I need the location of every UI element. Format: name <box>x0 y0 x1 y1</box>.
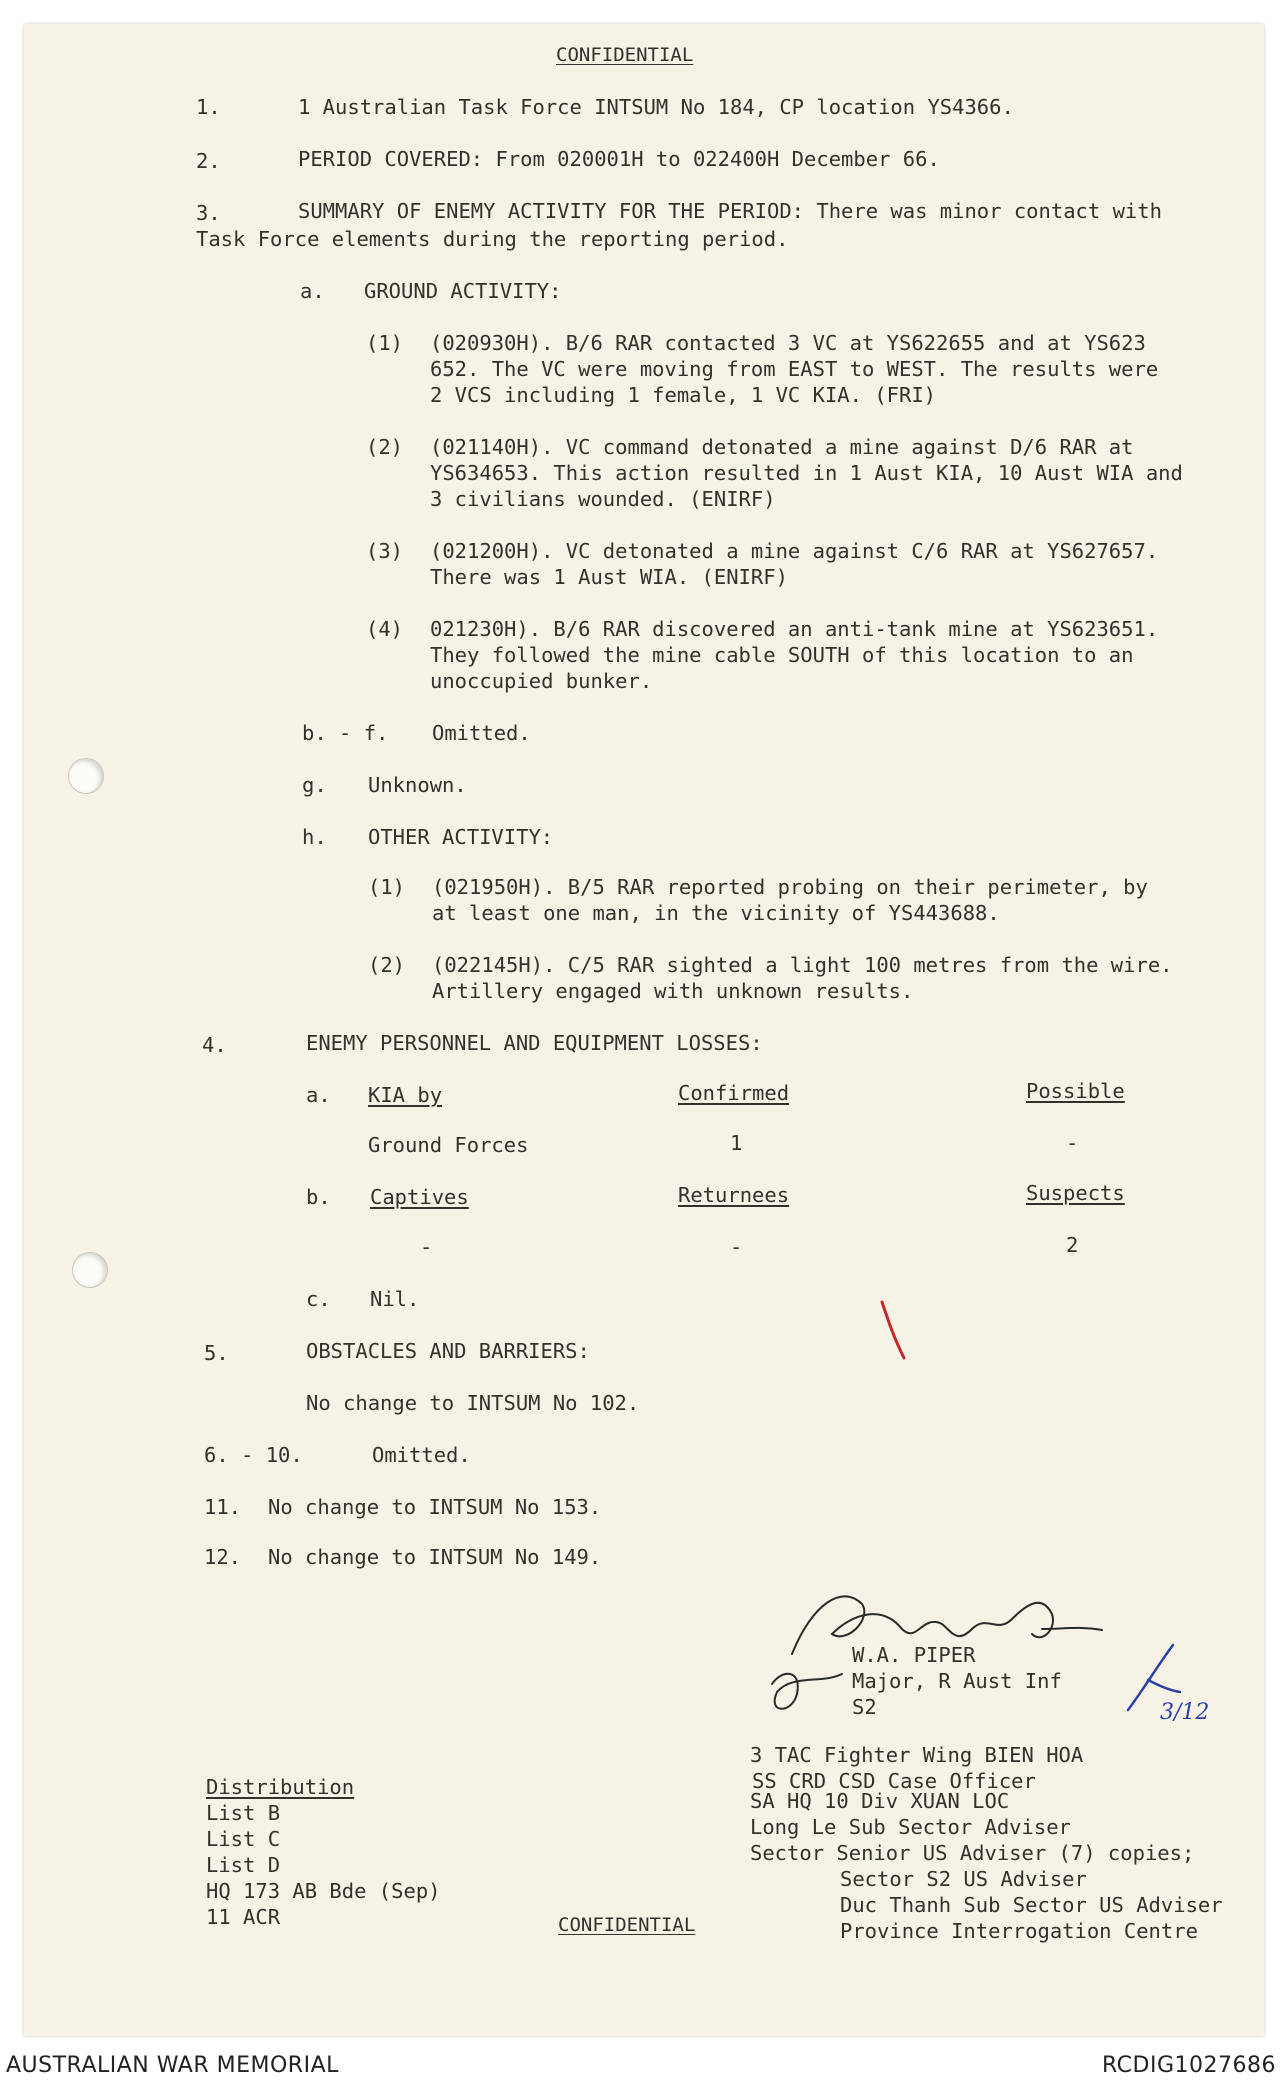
classification-header: CONFIDENTIAL <box>556 44 694 66</box>
item-11-number: 11. <box>204 1495 242 1519</box>
signatory-rank: Major, R Aust Inf <box>852 1669 1062 1693</box>
ground-entry-2-line-2: YS634653. This action resulted in 1 Aust KIA, 10 Aust WIA and <box>430 461 1183 485</box>
confirmed-header: Confirmed <box>678 1081 790 1105</box>
distribution-right-1: 3 TAC Fighter Wing BIEN HOA <box>750 1743 1084 1767</box>
item-3bf-label: b. - f. <box>302 721 389 745</box>
returnees-header: Returnees <box>678 1183 790 1207</box>
distribution-right-4: Long Le Sub Sector Adviser <box>750 1815 1071 1839</box>
distribution-left-4: HQ 173 AB Bde (Sep) <box>206 1879 441 1903</box>
signatory-name: W.A. PIPER <box>852 1643 976 1667</box>
distribution-left-2: List C <box>206 1827 281 1851</box>
item-3g-text: Unknown. <box>368 773 467 797</box>
item-4-number: 4. <box>202 1033 227 1057</box>
other-entry-1-number: (1) <box>368 875 406 899</box>
ground-entry-1-line-1: (020930H). B/6 RAR contacted 3 VC at YS622655 and at YS623 <box>430 331 1146 355</box>
item-12-text: No change to INTSUM No 149. <box>268 1545 602 1569</box>
item-3bf-text: Omitted. <box>432 721 531 745</box>
classification-footer: CONFIDENTIAL <box>558 1914 696 1936</box>
ground-entry-3-line-2: There was 1 Aust WIA. (ENIRF) <box>430 565 788 589</box>
archive-reference: RCDIG1027686 <box>1101 2053 1276 2078</box>
distribution-right-5: Sector Senior US Adviser (7) copies; <box>750 1841 1195 1865</box>
distribution-right-6: Sector S2 US Adviser <box>840 1867 1087 1891</box>
item-3-number: 3. <box>196 201 221 225</box>
possible-header: Possible <box>1026 1079 1125 1103</box>
item-1-text: 1 Australian Task Force INTSUM No 184, CP location YS4366. <box>298 95 1014 119</box>
distribution-left-5: 11 ACR <box>206 1905 281 1929</box>
suspects-header: Suspects <box>1026 1181 1125 1205</box>
ground-entry-2-line-1: (021140H). VC command detonated a mine against D/6 RAR at <box>430 435 1134 459</box>
ground-entry-4-line-1: 021230H). B/6 RAR discovered an anti-tank mine at YS623651. <box>430 617 1159 641</box>
losses-c-label: c. <box>306 1287 331 1311</box>
distribution-right-7: Duc Thanh Sub Sector US Adviser <box>840 1893 1223 1917</box>
captives-value: - <box>420 1235 433 1259</box>
distribution-heading: Distribution <box>206 1775 355 1799</box>
item-1-number: 1. <box>196 95 221 119</box>
item-6-10-text: Omitted. <box>372 1443 471 1467</box>
other-entry-1-line-1: (021950H). B/5 RAR reported probing on their perimeter, by <box>432 875 1148 899</box>
distribution-right-2: SS CRD CSD Case Officer <box>752 1769 1036 1793</box>
item-5-number: 5. <box>204 1341 229 1365</box>
item-2-number: 2. <box>196 149 221 173</box>
suspects-value: 2 <box>1066 1233 1079 1257</box>
red-check-mark <box>876 1298 916 1368</box>
signatory-role: S2 <box>852 1695 877 1719</box>
other-entry-2-line-2: Artillery engaged with unknown results. <box>432 979 914 1003</box>
confirmed-value: 1 <box>730 1131 743 1155</box>
item-3g-label: g. <box>302 773 327 797</box>
distribution-left-1: List B <box>206 1801 281 1825</box>
item-6-10-number: 6. - 10. <box>204 1443 303 1467</box>
ground-entry-3-number: (3) <box>366 539 404 563</box>
distribution-left-3: List D <box>206 1853 281 1877</box>
other-entry-2-line-1: (022145H). C/5 RAR sighted a light 100 metres from the wire. <box>432 953 1173 977</box>
item-3h-label: h. <box>302 825 327 849</box>
distribution-right-3: SA HQ 10 Div XUAN LOC <box>750 1789 1010 1813</box>
ground-entry-4-line-3: unoccupied bunker. <box>430 669 653 693</box>
losses-b-label: b. <box>306 1185 331 1209</box>
other-entry-1-line-2: at least one man, in the vicinity of YS443688. <box>432 901 1000 925</box>
ground-entry-2-number: (2) <box>366 435 404 459</box>
archive-credit: AUSTRALIAN WAR MEMORIAL <box>6 2053 339 2078</box>
ground-entry-1-line-2: 652. The VC were moving from EAST to WEST. The results were <box>430 357 1159 381</box>
possible-value: - <box>1066 1131 1079 1155</box>
punch-hole-bottom <box>72 1252 108 1288</box>
item-3a-heading: GROUND ACTIVITY: <box>364 279 562 303</box>
ground-entry-4-line-2: They followed the mine cable SOUTH of this location to an <box>430 643 1134 667</box>
item-12-number: 12. <box>204 1545 242 1569</box>
ground-forces-label: Ground Forces <box>368 1133 529 1157</box>
losses-c-text: Nil. <box>370 1287 420 1311</box>
returnees-value: - <box>730 1235 743 1259</box>
losses-a-label: a. <box>306 1083 331 1107</box>
item-5-heading: OBSTACLES AND BARRIERS: <box>306 1339 590 1363</box>
kia-by-header: KIA by <box>368 1083 443 1107</box>
captives-header: Captives <box>370 1185 469 1209</box>
ground-entry-2-line-3: 3 civilians wounded. (ENIRF) <box>430 487 776 511</box>
ground-entry-1-line-3: 2 VCS including 1 female, 1 VC KIA. (FRI) <box>430 383 937 407</box>
item-3h-heading: OTHER ACTIVITY: <box>368 825 554 849</box>
punch-hole-top <box>68 758 104 794</box>
distribution-right-8: Province Interrogation Centre <box>840 1919 1198 1943</box>
item-2-text: PERIOD COVERED: From 020001H to 022400H December 66. <box>298 147 940 171</box>
ground-entry-3-line-1: (021200H). VC detonated a mine against C/6 RAR at YS627657. <box>430 539 1159 563</box>
item-3a-label: a. <box>300 279 325 303</box>
ground-entry-4-number: (4) <box>366 617 404 641</box>
other-entry-2-number: (2) <box>368 953 406 977</box>
ground-entry-1-number: (1) <box>366 331 404 355</box>
item-11-text: No change to INTSUM No 153. <box>268 1495 602 1519</box>
item-4-heading: ENEMY PERSONNEL AND EQUIPMENT LOSSES: <box>306 1031 763 1055</box>
item-5-text: No change to INTSUM No 102. <box>306 1391 640 1415</box>
item-3-line-1: SUMMARY OF ENEMY ACTIVITY FOR THE PERIOD: There was minor contact with <box>298 199 1162 223</box>
blue-date-annotation: 3/12 <box>1160 1700 1210 1725</box>
item-3-line-2: Task Force elements during the reporting period. <box>196 227 789 251</box>
